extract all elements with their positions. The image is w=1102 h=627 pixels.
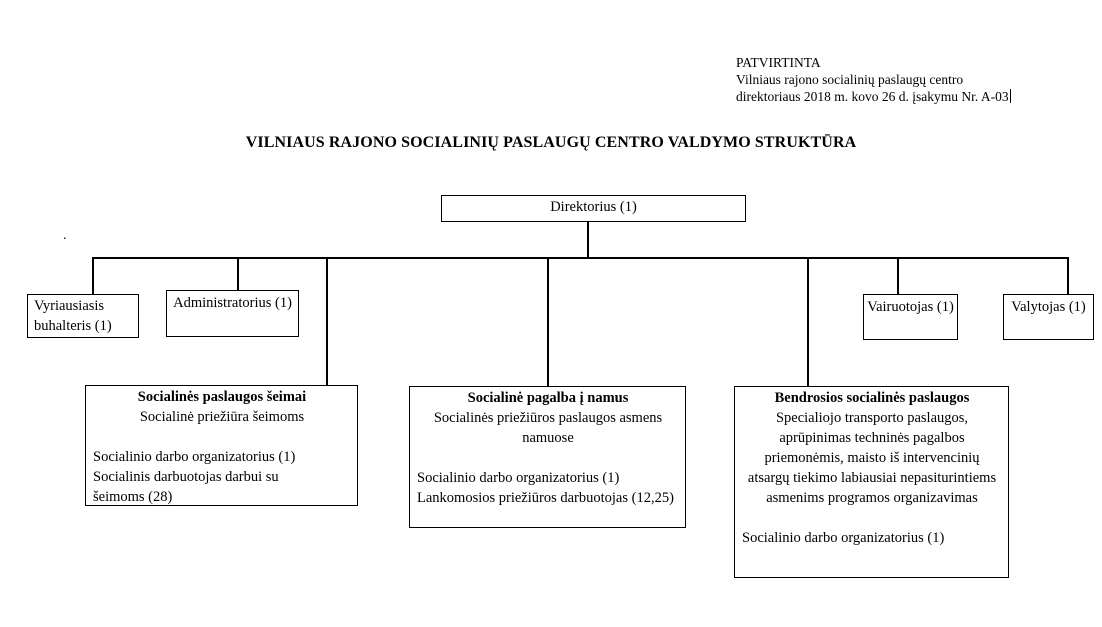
dept-1-title: Socialinės paslaugos šeimai (137, 389, 307, 405)
dept-1-position: Socialinis darbuotojas darbui su šeimoms (28) (93, 469, 279, 505)
node-dept-bendrosios-socialines-paslaugos (734, 386, 1009, 578)
node-vyriausiasis-buhalteris (27, 294, 139, 338)
dept-3-title: Bendrosios socialinės paslaugos (774, 390, 970, 406)
connector-drop-dept-2 (547, 257, 549, 387)
dept-3-position: Socialinio darbo organizatorius (1) (742, 530, 945, 546)
dept-2-position: Lankomosios priežiūros darbuotojas (12,25) (417, 490, 674, 506)
node-administratorius-label: Administratorius (1) (173, 295, 292, 311)
connector-trunk (587, 221, 589, 258)
dept-2-title: Socialinė pagalba į namus (467, 390, 629, 406)
node-valytojas (1003, 294, 1094, 340)
page-title: VILNIAUS RAJONO SOCIALINIŲ PASLAUGŲ CENTRO VALDYMO STRUKTŪRA (245, 134, 857, 151)
blank-line (742, 508, 1002, 528)
connector-drop-valytojas (1067, 257, 1069, 295)
node-vairuotojas-label: Vairuotojas (1) (867, 299, 954, 315)
dept-3-description: Specialiojo transporto paslaugos, aprūpinimas techninės pagalbos priemonėmis, maisto iš intervencinių atsargų tiekimo labiausiai nepasiturintiems asmenims programos organizavimas (747, 410, 997, 506)
node-vyriausiasis-buhalteris-label: Vyriausiasis buhalteris (1) (34, 298, 112, 334)
connector-drop-vairuotojas (897, 257, 899, 295)
node-vairuotojas (863, 294, 958, 340)
blank-line (417, 448, 679, 468)
dept-2-description: Socialinės priežiūros paslaugos asmens namuose (433, 410, 663, 446)
dept-1-description: Socialinė priežiūra šeimoms (139, 409, 305, 425)
connector-drop-buhalteris (92, 257, 94, 295)
node-dept-socialines-paslaugos-seimai (85, 385, 358, 506)
connector-drop-administratorius (237, 257, 239, 291)
approval-line-3: direktoriaus 2018 m. kovo 26 d. įsakymu Nr. A-03 (736, 89, 1009, 104)
node-administratorius (166, 290, 299, 337)
dept-2-position: Socialinio darbo organizatorius (1) (417, 470, 620, 486)
approval-line-2: Vilniaus rajono socialinių paslaugų centro (736, 72, 964, 87)
approval-block (736, 54, 1066, 105)
blank-line (93, 427, 351, 447)
node-valytojas-label: Valytojas (1) (1011, 299, 1086, 315)
dept-1-position: Socialinio darbo organizatorius (1) (93, 449, 296, 465)
stray-period: . (63, 228, 67, 243)
node-dept-socialine-pagalba-i-namus (409, 386, 686, 528)
connector-drop-dept-1 (326, 257, 328, 386)
text-cursor (1010, 89, 1011, 103)
node-direktorius-label: Direktorius (1) (550, 199, 637, 215)
node-direktorius (441, 195, 746, 222)
approval-line-1: PATVIRTINTA (736, 55, 821, 70)
connector-drop-dept-3 (807, 257, 809, 387)
